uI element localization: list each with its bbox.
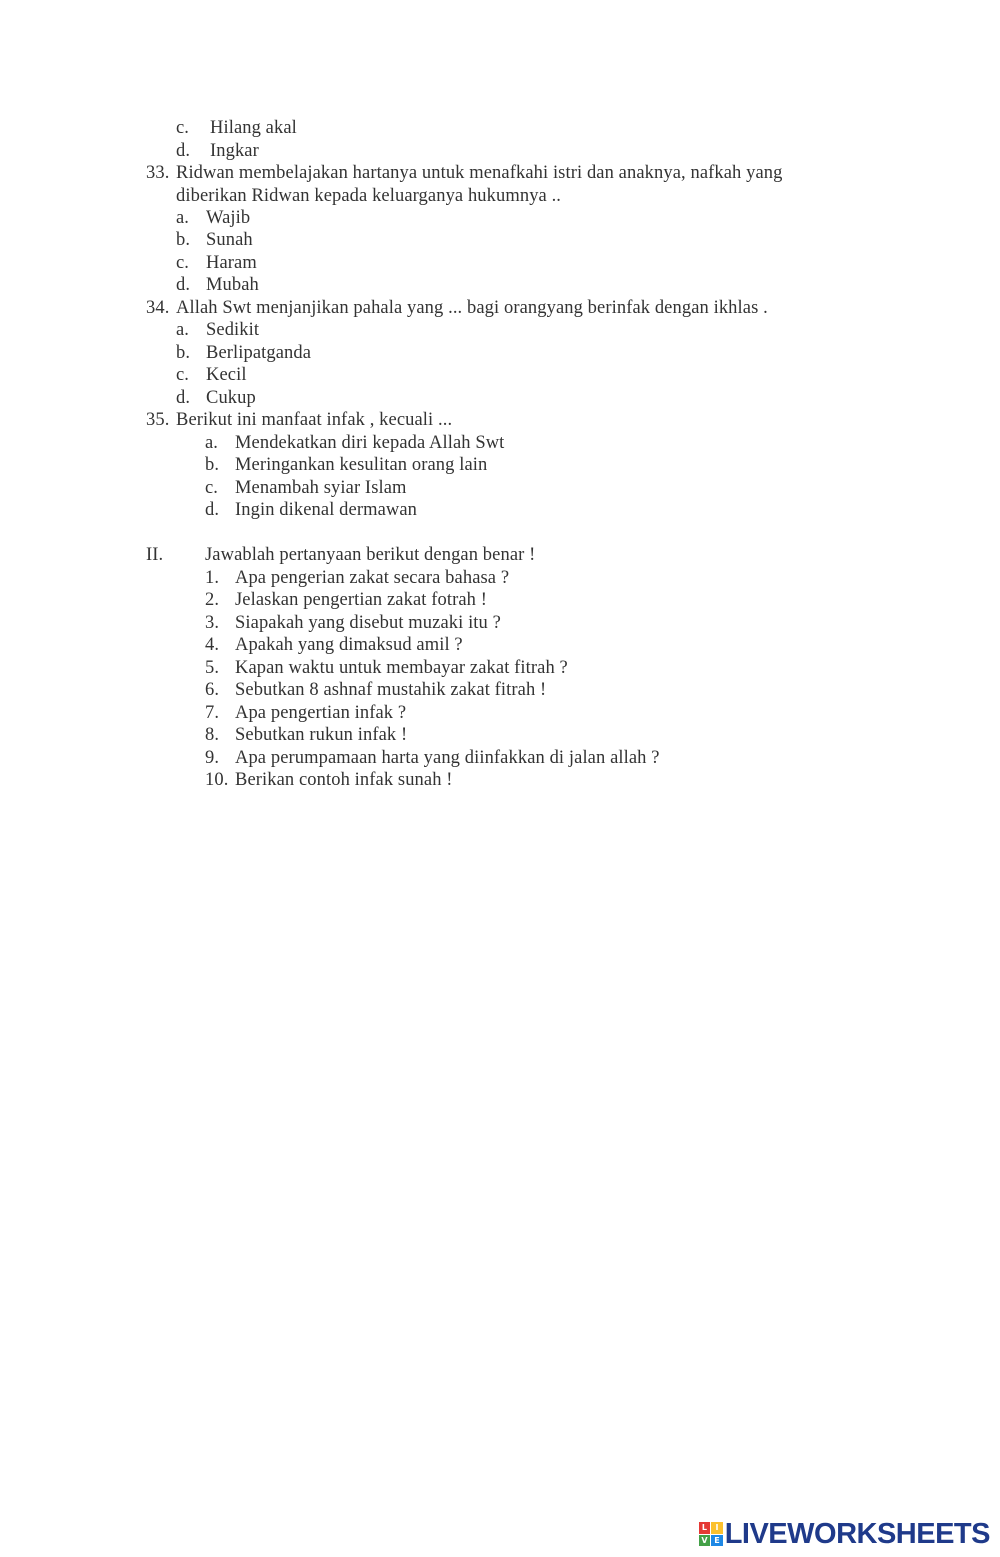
q34-option-c [176,364,247,386]
q33-option-a [176,207,250,229]
option-text: Mendekatkan diri kepada Allah Swt [235,433,505,453]
q34-option-a [176,319,259,341]
option-label: b. [176,343,191,363]
logo-tile-e: E [711,1535,723,1547]
question-text: Jelaskan pengertian zakat fotrah ! [235,590,488,610]
option-text: Kecil [206,365,247,385]
question-text: Apa perumpamaan harta yang diinfakkan di jalan allah ? [235,748,660,768]
option-text: Hilang akal [210,118,297,138]
question-number: 2. [205,590,220,610]
question-number: 33. [146,163,170,183]
section2-heading [146,544,535,566]
essay-question-8 [205,724,407,746]
option-label: b. [176,230,191,250]
q34-option-d [176,387,256,409]
essay-question-6 [205,679,546,701]
option-text: Meringankan kesulitan orang lain [235,455,488,475]
question-number: 34. [146,298,170,318]
option-label: d. [176,275,191,295]
q35-option-b [205,454,487,476]
essay-question-10 [205,769,453,791]
question-text: Apa pengerian zakat secara bahasa ? [235,568,510,588]
essay-question-3 [205,612,501,634]
q33-option-c [176,252,257,274]
question-text: Kapan waktu untuk membayar zakat fitrah ? [235,658,568,678]
option-text: Haram [206,253,257,273]
q35-question [146,409,452,431]
question-text: Siapakah yang disebut muzaki itu ? [235,613,501,633]
option-text: Mubah [206,275,259,295]
option-text: Ingin dikenal dermawan [235,500,417,520]
option-text: Sunah [206,230,253,250]
section-numeral: II. [146,545,164,565]
option-text: Berlipatganda [206,343,312,363]
logo-tile-i: I [711,1522,723,1534]
option-label: a. [176,320,190,340]
option-text: Wajib [206,208,251,228]
question-number: 1. [205,568,220,588]
question-text: Berikan contoh infak sunah ! [235,770,453,790]
essay-question-7 [205,702,406,724]
liveworksheets-icon [699,1522,723,1546]
option-text: Ingkar [210,141,259,161]
option-label: d. [176,141,191,161]
q33-question-continued: diberikan Ridwan kepada keluarganya hukumnya .. [176,186,562,206]
question-text: Ridwan membelajakan hartanya untuk menafkahi istri dan anaknya, nafkah yang [176,163,783,183]
q33-question [146,162,782,184]
liveworksheets-wordmark: LIVEWORKSHEETS [724,1517,990,1550]
option-text: Cukup [206,388,256,408]
option-label: c. [176,365,190,385]
option-text: Sedikit [206,320,260,340]
question-number: 5. [205,658,220,678]
essay-question-1 [205,567,509,589]
q35-option-d [205,499,417,521]
question-text: Apa pengertian infak ? [235,703,407,723]
option-label: c. [176,118,190,138]
essay-question-2 [205,589,487,611]
essay-question-9 [205,747,660,769]
question-number: 3. [205,613,220,633]
liveworksheets-logo[interactable] [699,1517,990,1551]
question-text: Sebutkan rukun infak ! [235,725,408,745]
question-number: 8. [205,725,220,745]
q34-question [146,297,768,319]
option-label: b. [205,455,220,475]
option-label: d. [205,500,220,520]
question-number: 35. [146,410,170,430]
question-number: 4. [205,635,220,655]
option-label: a. [205,433,219,453]
q32-option-d [176,140,259,162]
option-text: Menambah syiar Islam [235,478,407,498]
logo-tile-l: L [699,1522,711,1534]
option-label: a. [176,208,190,228]
question-number: 10. [205,770,229,790]
q33-option-b [176,229,253,251]
q33-option-d [176,274,259,296]
option-label: d. [176,388,191,408]
question-text: Apakah yang dimaksud amil ? [235,635,463,655]
question-text: Berikut ini manfaat infak , kecuali ... [176,410,453,430]
essay-question-4 [205,634,463,656]
q34-option-b [176,342,311,364]
logo-tile-v: V [699,1535,711,1547]
essay-question-5 [205,657,568,679]
option-label: c. [205,478,219,498]
question-number: 9. [205,748,220,768]
option-label: c. [176,253,190,273]
question-text: Sebutkan 8 ashnaf mustahik zakat fitrah ! [235,680,547,700]
q35-option-c [205,477,407,499]
section-instruction: Jawablah pertanyaan berikut dengan benar ! [205,545,536,565]
question-number: 6. [205,680,220,700]
question-text: Allah Swt menjanjikan pahala yang ... bagi orangyang berinfak dengan ikhlas . [176,298,768,318]
question-number: 7. [205,703,220,723]
q35-option-a [205,432,504,454]
q32-option-c [176,117,297,139]
